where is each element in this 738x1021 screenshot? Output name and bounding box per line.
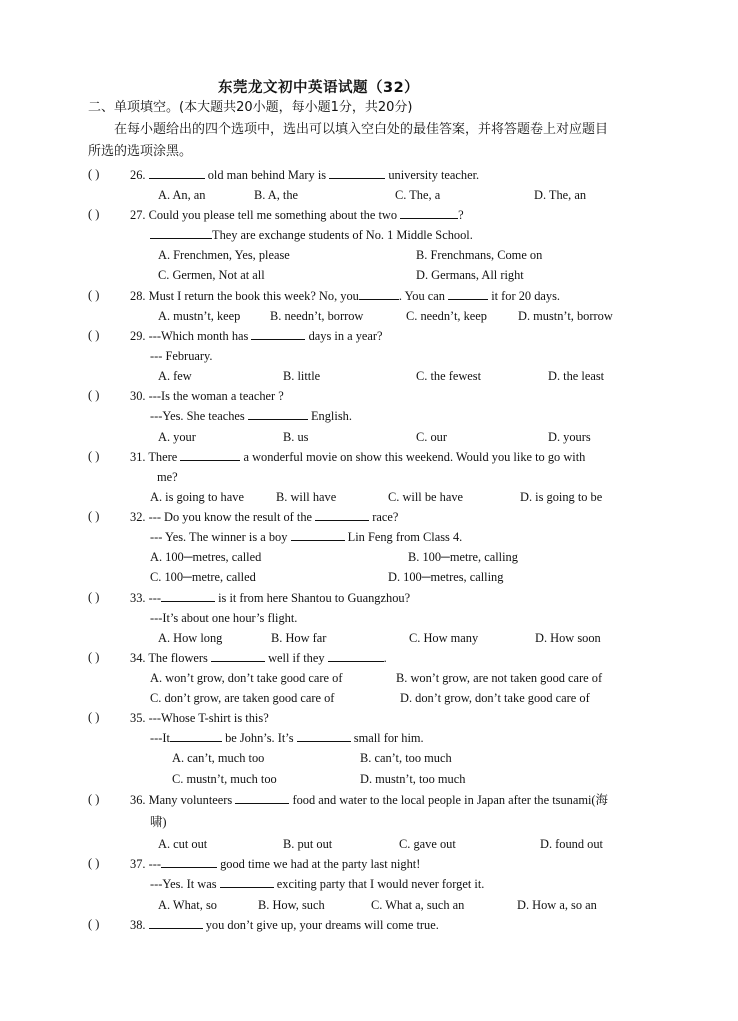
option-a: A. few	[158, 369, 192, 383]
question-text: ---It	[150, 731, 170, 745]
option-a: A. mustn’t, keep	[158, 309, 241, 323]
answer-blank	[170, 730, 222, 742]
option-c: C. don’t grow, are taken good care of	[150, 691, 335, 705]
question-text: well if they	[268, 651, 325, 665]
answer-bracket: ( )	[88, 207, 100, 221]
option-c: C. will be have	[388, 490, 464, 504]
question-32-line-2	[150, 529, 462, 545]
option-a: A. How long	[158, 631, 223, 645]
answer-blank	[180, 449, 240, 461]
question-32	[130, 509, 398, 525]
answer-blank	[211, 650, 265, 662]
option-b: B. will have	[276, 490, 337, 504]
answer-blank	[220, 876, 274, 888]
question-31	[130, 449, 585, 465]
instructions-line-2: 所选的选项涂黑。	[88, 144, 193, 159]
question-text: it for 20 days.	[491, 289, 561, 303]
option-d: D. 100─metres, calling	[388, 570, 504, 584]
question-text: a wonderful movie on show this weekend. Would you like to go with	[243, 450, 586, 464]
question-29-line-2: --- February.	[150, 349, 213, 363]
answer-bracket: ( )	[88, 509, 100, 523]
option-c: C. mustn’t, much too	[172, 772, 277, 786]
option-d: D. found out	[540, 837, 603, 851]
option-a: A. What, so	[158, 898, 217, 912]
option-b: B. can’t, too much	[360, 751, 452, 765]
option-a: A. can’t, much too	[172, 751, 265, 765]
option-a: A. An, an	[158, 188, 206, 202]
option-c: C. our	[416, 430, 447, 444]
question-36-line-2: 啸)	[150, 815, 167, 829]
option-b: B. little	[283, 369, 321, 383]
answer-bracket: ( )	[88, 328, 100, 342]
option-d: D. The, an	[534, 188, 587, 202]
option-c: C. How many	[409, 631, 479, 645]
question-text: ---Yes. It was	[150, 877, 217, 891]
question-text: 32. --- Do you know the result of the	[130, 510, 313, 524]
question-text: 33. ---	[130, 591, 161, 605]
question-text: race?	[372, 510, 399, 524]
question-33-line-2: ---It’s about one hour’s flight.	[150, 611, 298, 625]
question-37-line-2	[150, 876, 484, 892]
section-heading: 二、单项填空。(本大题共20小题，每小题1分，共20分)	[88, 100, 413, 115]
question-text: university teacher.	[388, 168, 480, 182]
question-text: . You can	[398, 289, 445, 303]
question-text: 31. There	[130, 450, 178, 464]
answer-blank	[149, 917, 203, 929]
option-d: D. the least	[548, 369, 605, 383]
instructions-line-1: 在每小题给出的四个选项中，选出可以填入空白处的最佳答案，并将答题卷上对应题目	[114, 122, 609, 137]
page-title: 东莞龙文初中英语试题（32）	[218, 80, 420, 96]
answer-blank	[248, 408, 308, 420]
question-text: food and water to the local people in Japan after the tsunami(海	[292, 793, 608, 807]
option-a: A. 100─metres, called	[150, 550, 262, 564]
answer-bracket: ( )	[88, 590, 100, 604]
answer-bracket: ( )	[88, 167, 100, 181]
question-26	[130, 167, 479, 183]
answer-blank	[149, 167, 205, 179]
option-a: A. is going to have	[150, 490, 244, 504]
option-c: C. the fewest	[416, 369, 482, 383]
answer-bracket: ( )	[88, 917, 100, 931]
option-a: A. cut out	[158, 837, 208, 851]
question-27	[130, 207, 464, 223]
answer-blank	[161, 590, 215, 602]
question-34	[130, 650, 387, 666]
answer-bracket: ( )	[88, 650, 100, 664]
question-30: 30. ---Is the woman a teacher ?	[130, 389, 284, 403]
option-c: C. Germen, Not at all	[158, 268, 265, 282]
question-text: you don’t give up, your dreams will come true.	[205, 918, 439, 932]
question-35-line-2	[150, 730, 424, 746]
answer-bracket: ( )	[88, 792, 100, 806]
question-38	[130, 917, 439, 933]
question-33	[130, 590, 410, 606]
question-text: 37. ---	[130, 857, 161, 871]
option-b: B. Frenchmans, Come on	[416, 248, 543, 262]
question-text: good time we had at the party last night!	[220, 857, 421, 871]
option-a: A. Frenchmen, Yes, please	[158, 248, 290, 262]
answer-bracket: ( )	[88, 388, 100, 402]
option-c: C. 100─metre, called	[150, 570, 256, 584]
question-35: 35. ---Whose T-shirt is this?	[130, 711, 269, 725]
option-d: D. Germans, All right	[416, 268, 524, 282]
option-b: B. How, such	[258, 898, 325, 912]
answer-blank	[297, 730, 351, 742]
answer-blank	[448, 288, 488, 300]
answer-blank	[161, 856, 217, 868]
option-a: A. won’t grow, don’t take good care of	[150, 671, 343, 685]
answer-bracket: ( )	[88, 856, 100, 870]
answer-blank	[328, 650, 384, 662]
option-d: D. yours	[548, 430, 591, 444]
question-text: .	[383, 651, 387, 665]
answer-blank	[235, 792, 289, 804]
question-text: ---Yes. She teaches	[150, 409, 245, 423]
option-d: D. mustn’t, borrow	[518, 309, 613, 323]
question-31-line-2: me?	[157, 470, 178, 484]
option-c: C. What a, such an	[371, 898, 465, 912]
question-text: small for him.	[353, 731, 424, 745]
option-c: C. The, a	[395, 188, 441, 202]
option-d: D. mustn’t, too much	[360, 772, 466, 786]
option-b: B. How far	[271, 631, 327, 645]
option-b: B. 100─metre, calling	[408, 550, 518, 564]
option-b: B. A, the	[254, 188, 299, 202]
answer-blank	[315, 509, 369, 521]
answer-blank	[251, 328, 305, 340]
question-text: is it from here Shantou to Guangzhou?	[218, 591, 411, 605]
question-text: 36. Many volunteers	[130, 793, 233, 807]
question-number: 26.	[130, 168, 146, 182]
question-text: ?	[458, 208, 464, 222]
question-text: --- Yes. The winner is a boy	[150, 530, 288, 544]
question-number: 38.	[130, 918, 146, 932]
question-text: be John’s. It’s	[225, 731, 294, 745]
answer-blank	[400, 207, 458, 219]
option-b: B. us	[283, 430, 309, 444]
option-d: D. How a, so an	[517, 898, 597, 912]
answer-blank	[291, 529, 345, 541]
answer-bracket: ( )	[88, 288, 100, 302]
question-text: 28. Must I return the book this week? No, you	[130, 289, 359, 303]
answer-bracket: ( )	[88, 449, 100, 463]
question-text: English.	[310, 409, 352, 423]
option-a: A. your	[158, 430, 196, 444]
question-text: days in a year?	[308, 329, 383, 343]
option-b: B. needn’t, borrow	[270, 309, 364, 323]
answer-blank	[329, 167, 385, 179]
option-d: D. How soon	[535, 631, 601, 645]
option-d: D. is going to be	[520, 490, 603, 504]
question-text: 34. The flowers	[130, 651, 208, 665]
option-c: C. needn’t, keep	[406, 309, 487, 323]
option-c: C. gave out	[399, 837, 456, 851]
answer-blank	[359, 288, 399, 300]
question-text: old man behind Mary is	[207, 168, 327, 182]
question-30-line-2	[150, 408, 352, 424]
option-b: B. won’t grow, are not taken good care of	[396, 671, 603, 685]
option-d: D. don’t grow, don’t take good care of	[400, 691, 590, 705]
question-text: Lin Feng from Class 4.	[347, 530, 463, 544]
question-36	[130, 792, 608, 808]
question-28	[130, 288, 560, 304]
question-29	[130, 328, 383, 344]
question-37	[130, 856, 420, 872]
question-27-line-2	[150, 227, 473, 243]
answer-blank	[150, 227, 212, 239]
question-text: 29. ---Which month has	[130, 329, 249, 343]
question-text: 27. Could you please tell me something about the two	[130, 208, 398, 222]
question-text: They are exchange students of No. 1 Middle School.	[212, 228, 473, 242]
question-text: exciting party that I would never forget it.	[276, 877, 485, 891]
option-b: B. put out	[283, 837, 333, 851]
answer-bracket: ( )	[88, 710, 100, 724]
